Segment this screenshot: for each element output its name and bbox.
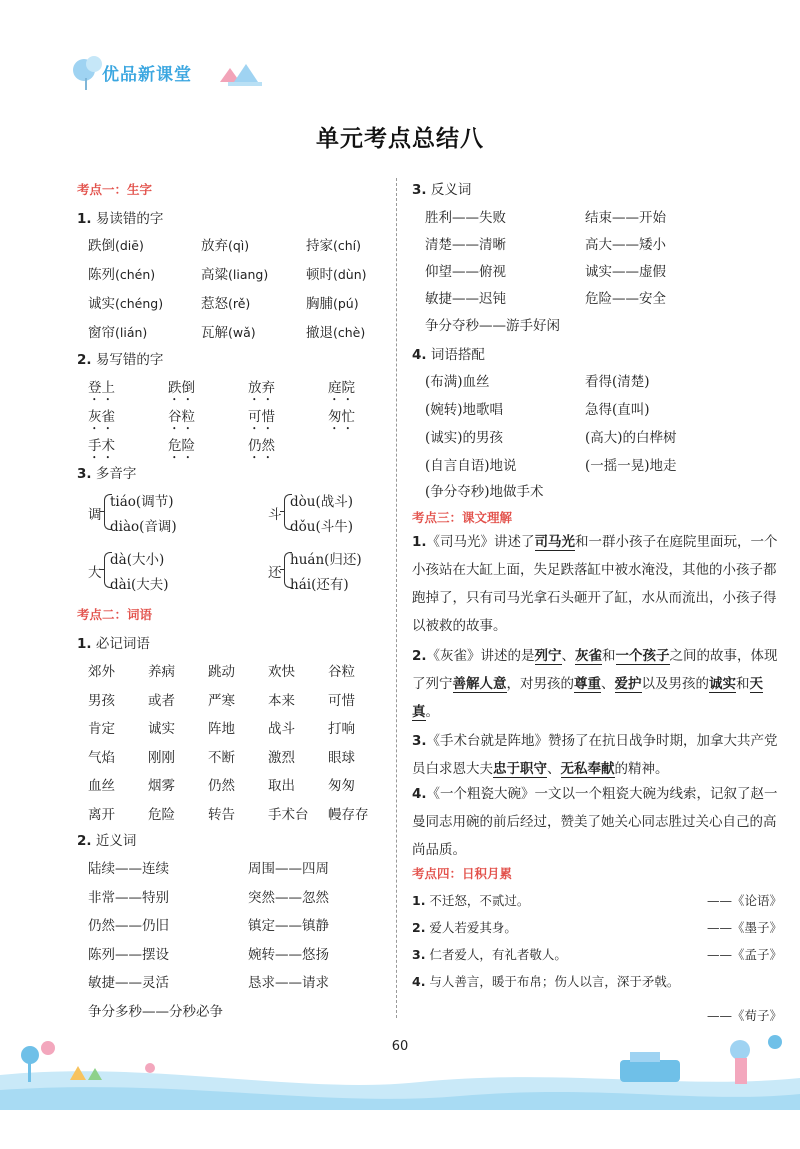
subheading-easy-read: 1. 易读错的字: [77, 211, 164, 227]
antonym-pair: 敏捷——迟钝: [425, 291, 506, 307]
easy-read-item: 放弃(qì): [201, 238, 250, 254]
antonym-pair: 清楚——清晰: [425, 237, 506, 253]
brand-name: 优品新课堂: [102, 65, 192, 85]
collocation-item: 看得(清楚): [585, 374, 650, 390]
synonym-pair: 周围——四周: [248, 861, 329, 877]
easy-write-item: 手术: [88, 438, 115, 454]
collocation-item: (婉转)地歌唱: [425, 402, 504, 418]
must-word: 仍然: [208, 778, 235, 794]
must-word: 肯定: [88, 721, 115, 737]
polyphone-reading: huán(归还): [290, 552, 362, 568]
polyphone-reading: tiáo(调节): [110, 494, 174, 510]
section-title-3: 考点三：课文理解: [412, 510, 513, 525]
polyphone-item: [88, 548, 198, 592]
easy-read-item: 撤退(chè): [306, 325, 366, 341]
easy-read-item: 惹怒(rě): [201, 296, 251, 312]
synonym-pair: 突然——忽然: [248, 889, 329, 906]
page-number: 60: [391, 1039, 409, 1054]
synonym-pair: 恳求——请求: [248, 975, 329, 991]
must-word: 烟雾: [148, 778, 175, 794]
must-word: 战斗: [268, 721, 295, 737]
saying-text: 3. 仁者爱人，有礼者敬人。: [412, 947, 567, 962]
easy-read-item: 顿时(dùn): [306, 267, 367, 283]
antonym-pair: 诚实——虚假: [585, 264, 666, 280]
must-word: 离开: [88, 806, 115, 823]
polyphone-item: [88, 490, 198, 534]
antonym-pair: 高大——矮小: [585, 237, 666, 253]
easy-write-item: 可惜: [248, 409, 275, 425]
saying-text: 4. 与人善言，暖于布帛；伤人以言，深于矛戟。: [412, 974, 680, 989]
synonym-pair: 非常——特别: [88, 889, 169, 906]
subheading-collocation: 4. 词语搭配: [412, 347, 485, 363]
antonym-pair: 结束——开始: [585, 210, 666, 226]
must-word: 幔存存: [328, 806, 369, 823]
synonym-last: 争分多秒——分秒必争: [88, 1004, 223, 1020]
polyphone-reading: diào(音调): [110, 519, 177, 535]
polyphone-item: [268, 490, 378, 534]
column-divider: [396, 178, 397, 1018]
easy-write-item: 匆忙: [328, 409, 355, 425]
must-word: 欢快: [268, 664, 295, 680]
easy-read-item: 诚实(chéng): [88, 296, 164, 312]
polyphone-char: 还: [268, 565, 282, 581]
must-word: 本来: [268, 692, 295, 709]
must-word: 手术台: [268, 806, 309, 823]
easy-read-item: 高粱(liang): [201, 267, 269, 283]
section-title-1: 考点一：生字: [77, 182, 153, 197]
footer-decoration-icon: [0, 1020, 800, 1110]
easy-read-item: 窗帘(lián): [88, 325, 148, 341]
saying-source: ——《墨子》: [706, 920, 782, 935]
must-word: 匆匆: [328, 778, 355, 794]
polyphone-reading: dà(大小): [110, 552, 165, 568]
must-word: 气焰: [88, 749, 115, 766]
synonym-pair: 陈列——摆设: [88, 946, 169, 963]
easy-write-item: 危险: [168, 438, 195, 454]
easy-write-item: 放弃: [248, 380, 275, 396]
subheading-synonyms: 2. 近义词: [77, 833, 137, 849]
polyphone-item: [268, 548, 378, 592]
must-word: 取出: [268, 778, 295, 794]
easy-write-item: 谷粒: [168, 409, 195, 425]
polyphone-reading: hái(还有): [290, 577, 349, 593]
easy-write-item: 登上: [88, 380, 115, 396]
polyphone-char: 大: [88, 565, 102, 581]
subheading-antonyms: 3. 反义词: [412, 182, 472, 198]
easy-write-item: 跌倒: [168, 380, 195, 396]
collocation-item: (一摇一晃)地走: [585, 458, 677, 474]
antonym-last: 争分夺秒——游手好闲: [425, 318, 560, 334]
easy-write-item: 仍然: [248, 438, 275, 454]
must-word: 危险: [148, 806, 175, 823]
collocation-item: (自言自语)地说: [425, 458, 517, 474]
must-word: 或者: [148, 692, 175, 709]
synonym-pair: 陆续——连续: [88, 861, 169, 877]
synonym-pair: 仍然——仍旧: [88, 918, 169, 934]
easy-write-item: 灰雀: [88, 409, 115, 425]
antonym-pair: 危险——安全: [585, 291, 666, 307]
must-word: 男孩: [88, 692, 115, 709]
must-word: 可惜: [328, 692, 355, 709]
understanding-3: 3.《手术台就是阵地》赞扬了在抗日战争时期，加拿大共产党员白求恩大夫忠于职守、无私奉献的精神。: [412, 733, 778, 777]
page-title: 单元考点总结八: [316, 126, 484, 152]
understanding-2: 2.《灰雀》讲述的是列宁、灰雀和一个孩子之间的故事，体现了列宁善解人意，对男孩的尊重、爱护以及男孩的诚实和天真。: [412, 648, 778, 720]
easy-write-item: 庭院: [328, 380, 355, 396]
easy-read-item: 跌倒(diē): [88, 238, 144, 254]
must-word: 郊外: [88, 664, 115, 680]
must-word: 阵地: [208, 721, 235, 737]
collocation-item: (布满)血丝: [425, 374, 490, 390]
must-word: 跳动: [208, 664, 235, 680]
subheading-easy-write: 2. 易写错的字: [77, 352, 164, 368]
collocation-item: 急得(直叫): [585, 402, 650, 418]
must-word: 刚刚: [148, 749, 175, 766]
must-word: 严寒: [208, 692, 235, 709]
saying-text: 1. 不迁怒，不贰过。: [412, 893, 530, 908]
brand-logo: [70, 48, 270, 92]
polyphone-reading: dòu(战斗): [290, 494, 354, 510]
saying-source: ——《孟子》: [706, 947, 782, 962]
synonym-pair: 敏捷——灵活: [88, 975, 169, 991]
must-word: 打响: [328, 721, 355, 737]
must-word: 养病: [148, 664, 175, 680]
subheading-must-remember: 1. 必记词语: [77, 636, 150, 652]
easy-read-item: 瓦解(wǎ): [201, 325, 256, 341]
section-title-4: 考点四：日积月累: [412, 866, 513, 881]
must-word: 谷粒: [328, 664, 355, 680]
understanding-4: 4.《一个粗瓷大碗》一文以一个粗瓷大碗为线索，记叙了赵一曼同志用碗的前后经过，赞美了她关心同志胜过关心自己的高尚品质。: [412, 786, 778, 858]
collocation-item: (诚实)的男孩: [425, 430, 504, 446]
saying-text: 2. 爱人若爱其身。: [412, 920, 517, 935]
polyphone-reading: dài(大夫): [110, 577, 169, 593]
must-word: 激烈: [268, 749, 295, 766]
must-word: 眼球: [328, 749, 355, 766]
saying-source: ——《荀子》: [706, 1008, 782, 1023]
must-word: 血丝: [88, 778, 115, 794]
polyphone-char: 调: [88, 507, 102, 523]
antonym-pair: 胜利——失败: [425, 210, 506, 226]
easy-read-item: 胸脯(pú): [306, 296, 359, 312]
subheading-polyphone: 3. 多音字: [77, 466, 137, 482]
must-word: 诚实: [148, 721, 175, 737]
section-title-2: 考点二：词语: [77, 607, 153, 622]
easy-read-item: 持家(chí): [306, 238, 362, 254]
synonym-pair: 镇定——镇静: [248, 918, 329, 934]
saying-source: ——《论语》: [706, 893, 782, 908]
must-word: 转告: [208, 806, 235, 823]
collocation-item: (高大)的白桦树: [585, 430, 677, 446]
must-word: 不断: [208, 749, 235, 766]
synonym-pair: 婉转——悠扬: [248, 946, 329, 963]
understanding-1: 1.《司马光》讲述了司马光和一群小孩子在庭院里面玩，一个小孩站在大缸上面，失足跌落缸中被水淹没，其他的小孩子都跑掉了，只有司马光拿石头砸开了缸，水从而流出，小孩子得以被救的故事。: [412, 534, 778, 634]
collocation-last: (争分夺秒)地做手术: [425, 484, 544, 500]
polyphone-char: 斗: [268, 507, 282, 523]
polyphone-reading: dǒu(斗牛): [290, 519, 354, 535]
easy-read-item: 陈列(chén): [88, 267, 156, 283]
antonym-pair: 仰望——俯视: [425, 264, 506, 280]
